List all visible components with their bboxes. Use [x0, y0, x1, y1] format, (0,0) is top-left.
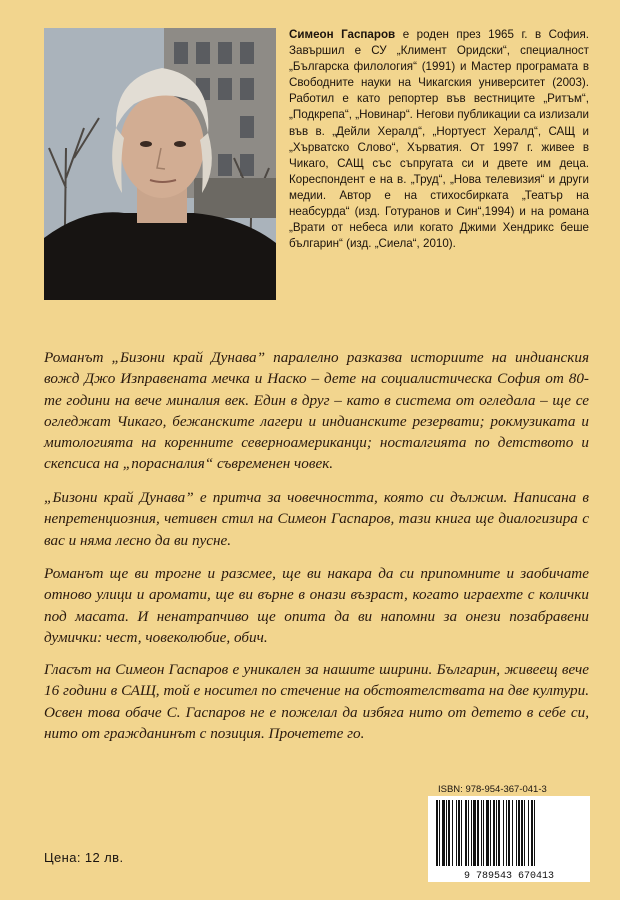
- barcode-bar: [452, 800, 453, 866]
- author-name: Симеон Гаспаров: [289, 28, 396, 41]
- barcode-bar: [498, 800, 500, 866]
- barcode-bar: [468, 800, 469, 866]
- barcode-bar: [521, 800, 523, 866]
- barcode-bar: [496, 800, 497, 866]
- blurb-paragraph: Романът ще ви трогне и разсмее, ще ви накара да си припомните и заобичате отново улици и аромати, ще ви върне в онази възраст, когато играехте с колички под масата. И ненатрапчиво ще опита да ви напомни за онези позабравени думички: чест, човеколюбие, обич.: [44, 565, 589, 646]
- author-bio: [289, 27, 589, 252]
- barcode-bar: [493, 800, 495, 866]
- barcode-bar: [473, 800, 476, 866]
- barcode-bar: [481, 800, 482, 866]
- barcode-bar: [461, 800, 462, 866]
- barcode-bar: [518, 800, 520, 866]
- barcode-bar: [486, 800, 489, 866]
- barcode-bar: [512, 800, 513, 866]
- barcode-bar: [483, 800, 484, 866]
- barcode-number: 9 789543 670413: [463, 871, 555, 882]
- barcode-bar: [508, 800, 510, 866]
- barcode-bar: [446, 800, 447, 866]
- barcode-bar: [490, 800, 491, 866]
- barcode-bar: [465, 800, 467, 866]
- barcode: [428, 796, 590, 882]
- author-photo: [44, 28, 276, 300]
- barcode-bar: [456, 800, 457, 866]
- barcode-bar: [528, 800, 529, 866]
- barcode-bar: [531, 800, 533, 866]
- author-photo-illustration: [44, 28, 276, 300]
- barcode-bar: [439, 800, 440, 866]
- blurb-paragraph: „Бизони край Дунава” е притча за човечността, която си дължим. Написана в непретенциозния, четивен стил на Симеон Гаспаров, тази книга ще диалогизира с вас и няма лесно да ви пусне.: [44, 489, 589, 549]
- barcode-bar: [471, 800, 472, 866]
- barcode-bar: [458, 800, 460, 866]
- barcode-bar: [524, 800, 525, 866]
- isbn-label: ISBN: 978-954-367-041-3: [438, 784, 547, 795]
- barcode-bar: [506, 800, 507, 866]
- price-label: Цена: 12 лв.: [44, 850, 124, 865]
- barcode-bar: [477, 800, 479, 866]
- blurb-paragraph: Гласът на Симеон Гаспаров е уникален за нашите ширини. Българин, живеещ вече 16 години в САЩ, той е носител по стечение на обстоятелствата на две култури. Освен това обаче С. Гаспаров не е пожелал да избяга нито от детето в себе си, нито от гражданинът с позиция. Прочетете го.: [44, 661, 589, 742]
- barcode-bar: [516, 800, 517, 866]
- barcode-bar: [534, 800, 535, 866]
- barcode-bar: [503, 800, 504, 866]
- barcode-bar: [436, 800, 438, 866]
- author-bio-text: е роден през 1965 г. в София. Завършил е СУ „Климент Оридски“, специалност „Българска филология“ (1991) и Мастер програмата в Свободните науки на Чикагския университет (2003). Работил е като репортер във вестниците „Ритъм“, „Подкрепа“, „Новинар“. Негови публикации са излизали във в. „Дейли Хералд“, „Нортуест Хералд“, САЩ и „Хърватско Слово“, Хърватия. От 1997 г. живее в Чикаго, САЩ със съпругата си и двете им деца. Кореспондент е на в. „Труд“, „Нова телевизия“ и други медии. Автор е на стихосбирката „Театър на неабсурда“ (изд. Готуранов и Син“,1994) и на романа „Врати от небеса или когато Джими Хендрикс беше българин“ (изд. „Сиела“, 2010).: [289, 28, 589, 251]
- barcode-graphic: [428, 796, 590, 882]
- barcode-bar: [448, 800, 450, 866]
- blurb-paragraph: Романът „Бизони край Дунава” паралелно разказва историите на индианския вожд Джо Изправената мечка и Наско – дете на социалистическа София от 80-те години на вече миналия век. Един в друг – като в система от огледала – ще се огледжат Чикаго, бежанските лагери и индианските резервати; рокмузиката и митологията на коренните северноамериканци; носталгията по детството и скепсиса на „порасналия“ съвременен човек.: [44, 349, 589, 473]
- barcode-bar: [442, 800, 445, 866]
